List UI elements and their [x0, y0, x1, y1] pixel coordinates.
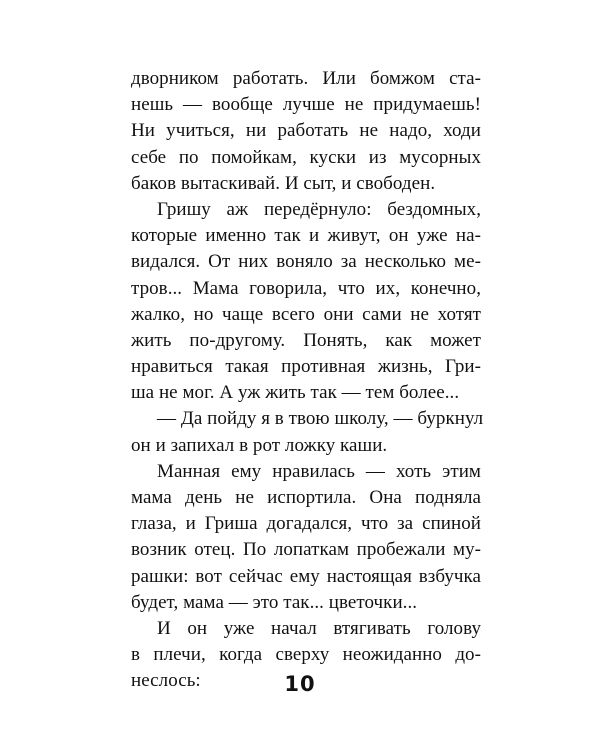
text-line: нравиться такая противная жизнь, Гри- [131, 356, 481, 378]
text-line: — Да пойду я в твою школу, — буркнул [157, 408, 484, 430]
text-line: баков вытаскивай. И сыт, и свободен. [131, 172, 436, 194]
text-line: нешь — вообще лучше не придумаешь! [131, 94, 481, 116]
text-line: неслось: [131, 670, 201, 692]
text-line: рашки: вот сейчас ему настоящая взбучка [131, 565, 481, 587]
text-line: Гришу аж передёрнуло: бездомных, [157, 198, 481, 220]
text-line: ша не мог. А уж жить так — тем более... [131, 382, 460, 404]
text-line: будет, мама — это так... цветочки... [131, 591, 418, 613]
text-line: Манная ему нравилась — хоть этим [157, 460, 481, 482]
text-line: видался. От них воняло за несколько ме- [131, 251, 481, 273]
text-line: тров... Мама говорила, что их, конечно, [131, 277, 481, 299]
text-line: глаза, и Гриша догадался, что за спиной [131, 513, 481, 535]
text-line: которые именно так и живут, он уже на- [131, 225, 481, 247]
text-line: жалко, но чаще всего они сами не хотят [131, 303, 481, 325]
text-line: дворником работать. Или бомжом ста- [131, 68, 481, 89]
body-text [131, 66, 484, 695]
text-line: жить по-другому. Понять, как может [131, 329, 481, 351]
page-number: 10 [284, 672, 316, 696]
text-line: И он уже начал втягивать голову [157, 617, 481, 639]
text-line: возник отец. По лопаткам пробежали му- [131, 539, 481, 561]
text-line: мама день не испортила. Она подняла [131, 487, 481, 508]
text-line: в плечи, когда сверху неожиданно до- [131, 644, 481, 666]
text-line: Ни учиться, ни работать не надо, ходи [131, 120, 481, 142]
text-line: себе по помойкам, куски из мусорных [131, 146, 481, 168]
text-line: он и запихал в рот ложку каши. [131, 434, 388, 456]
